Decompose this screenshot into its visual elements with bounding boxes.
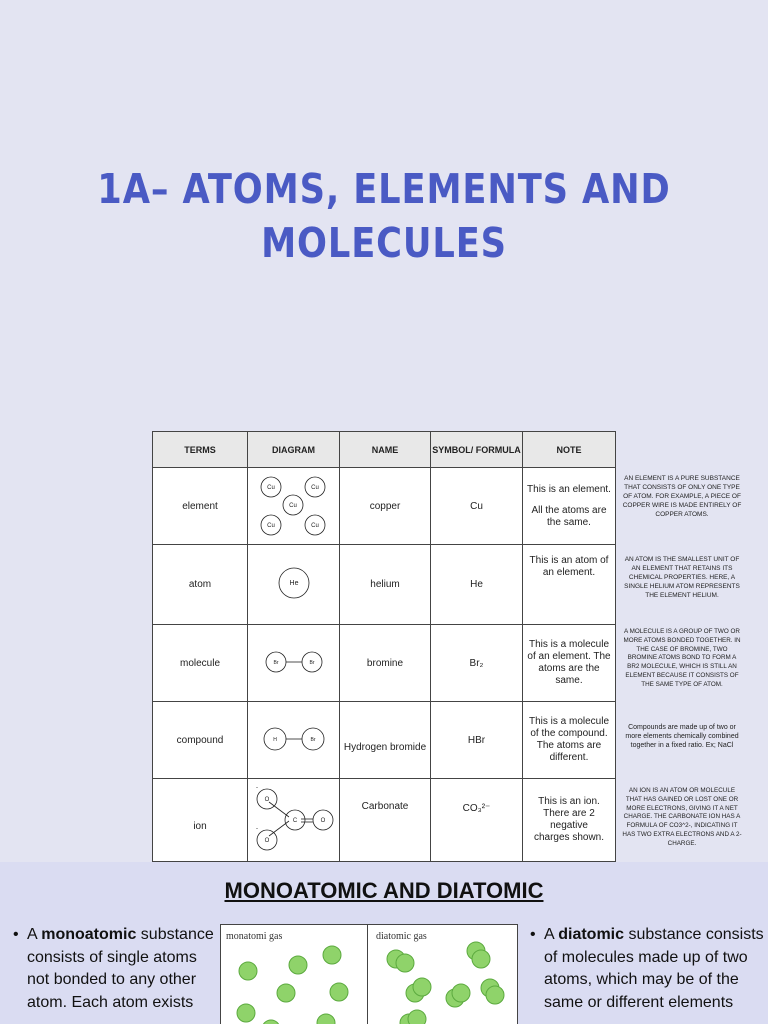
col-header-name: NAME (340, 432, 431, 468)
term-cell: ion (153, 779, 248, 862)
side-note-atom: AN ATOM IS THE SMALLEST UNIT OF AN ELEMENT THAT RETAINS ITS CHEMICAL PROPERTIES. HERE, A SINGLE HELIUM ATOM REPRESENTS THE ELEMENT HELIUM. (624, 556, 740, 599)
bromine-molecule-diagram (264, 647, 324, 677)
bullet-text: A (544, 926, 559, 943)
side-note-molecule: A MOLECULE IS A GROUP OF TWO OR MORE ATOMS BONDED TOGETHER. IN THE CASE OF BROMINE, TWO BROMINE ATOMS BOND TO FORM A BR2 MOLECULE, WHICH IS STILL AN ELEMENT BECAUSE IT CONSISTS OF THE SAME TYPE OF ATOM. (623, 628, 741, 688)
monatomic-gas-label: monatomi gas (226, 931, 283, 942)
atom-label: Cu (310, 484, 319, 491)
bullet-dot: • (13, 926, 19, 943)
term-cell: molecule (153, 625, 248, 702)
diagram-cell (248, 545, 340, 625)
name-cell: helium (340, 545, 431, 625)
bullet-text: A (27, 926, 42, 943)
atom-label: Br (273, 659, 278, 666)
atom-label: Cu (266, 522, 275, 529)
atom-label: Cu (266, 484, 275, 491)
side-note-ion: AN ION IS AN ATOM OR MOLECULE THAT HAS GAINED OR LOST ONE OR MORE ELECTRONS, GIVING IT A NET CHARGE. THE CARBONATE ION HAS A FORMULA OF CO3^2-, INDICATING IT HAS TWO EXTRA ELECTRONS AND A 2- CHARGE. (622, 787, 742, 847)
name-cell: Carbonate (340, 779, 431, 862)
table-row (153, 545, 616, 625)
atom-label: C (292, 817, 297, 824)
diatomic-bullet (530, 924, 768, 1014)
atom-label: H (272, 736, 277, 743)
formula-cell: HBr (431, 702, 523, 779)
copper-atoms-diagram (249, 470, 339, 540)
table-header-row (153, 432, 616, 468)
atom-label: Br (310, 736, 315, 743)
note-cell (523, 468, 616, 545)
name-cell: bromine (340, 625, 431, 702)
col-header-terms: TERMS (153, 432, 248, 468)
diagram-cell (248, 468, 340, 545)
term-cell: compound (153, 702, 248, 779)
gas-diagram (220, 924, 518, 1024)
name-cell: Hydrogen bromide (340, 702, 431, 779)
diagram-cell (248, 779, 340, 862)
carbonate-ion-diagram (249, 784, 339, 854)
bullet-text: substance consists of single atoms not bonded to any other atom. Each atom exists (27, 926, 214, 1011)
note-cell: This is a molecule of an element. The atoms are the same. (523, 625, 616, 702)
formula-cell: Br₂ (431, 625, 523, 702)
bullet-dot: • (530, 926, 536, 943)
col-header-note: NOTE (523, 432, 616, 468)
chemistry-table (152, 431, 615, 861)
note-line: This is an element. (527, 483, 611, 495)
diagram-cell (248, 625, 340, 702)
atom-label: He (289, 580, 298, 587)
table-row (153, 779, 616, 862)
atom-label: O (264, 837, 269, 844)
monoatomic-bullet (13, 924, 217, 1014)
term-cell: atom (153, 545, 248, 625)
side-note-compound: Compounds are made up of two or more elements chemically combined together in a fixed ratio. Ex; NaCl (625, 724, 739, 749)
diatomic-gas-label: diatomic gas (376, 931, 427, 942)
helium-atom-diagram (274, 563, 314, 603)
col-header-diagram: DIAGRAM (248, 432, 340, 468)
table-row (153, 625, 616, 702)
table-row (153, 702, 616, 779)
svg-text:-: - (255, 825, 258, 832)
atom-label: O (264, 796, 269, 803)
monoatomic-diatomic-section (0, 862, 768, 1024)
section-title: MONOATOMIC AND DIATOMIC (224, 878, 544, 903)
formula-cell: He (431, 545, 523, 625)
name-cell: copper (340, 468, 431, 545)
bullet-text: substance consists of molecules made up of two atoms, which may be of the same or different elements (544, 926, 764, 1011)
atom-label: Cu (310, 522, 319, 529)
term-cell: element (153, 468, 248, 545)
note-cell: This is an ion. There are 2 negative charges shown. (523, 779, 616, 862)
formula-cell: CO₃²⁻ (431, 779, 523, 862)
side-note-element: AN ELEMENT IS A PURE SUBSTANCE THAT CONSISTS OF ONLY ONE TYPE OF ATOM. FOR EXAMPLE, A PIECE OF COPPER WIRE IS MADE ENTIRELY OF COPPER ATOMS. (622, 475, 742, 518)
note-cell: This is a molecule of the compound. The atoms are different. (523, 702, 616, 779)
hbr-molecule-diagram (262, 724, 326, 754)
diagram-cell (248, 702, 340, 779)
gas-particles (221, 925, 519, 1024)
table-row (153, 468, 616, 545)
atom-label: O (320, 817, 325, 824)
col-header-formula: SYMBOL/ FORMULA (431, 432, 523, 468)
atom-label: Br (309, 659, 314, 666)
bullet-keyword: monoatomic (41, 926, 137, 943)
atom-label: Cu (288, 502, 297, 509)
note-line: All the atoms are the same. (531, 504, 607, 528)
svg-text:-: - (255, 784, 258, 791)
formula-cell: Cu (431, 468, 523, 545)
page-title: 1A– ATOMS, ELEMENTS AND MOLECULES (97, 165, 671, 267)
bullet-keyword: diatomic (558, 926, 625, 943)
note-cell: This is an atom of an element. (523, 545, 616, 625)
